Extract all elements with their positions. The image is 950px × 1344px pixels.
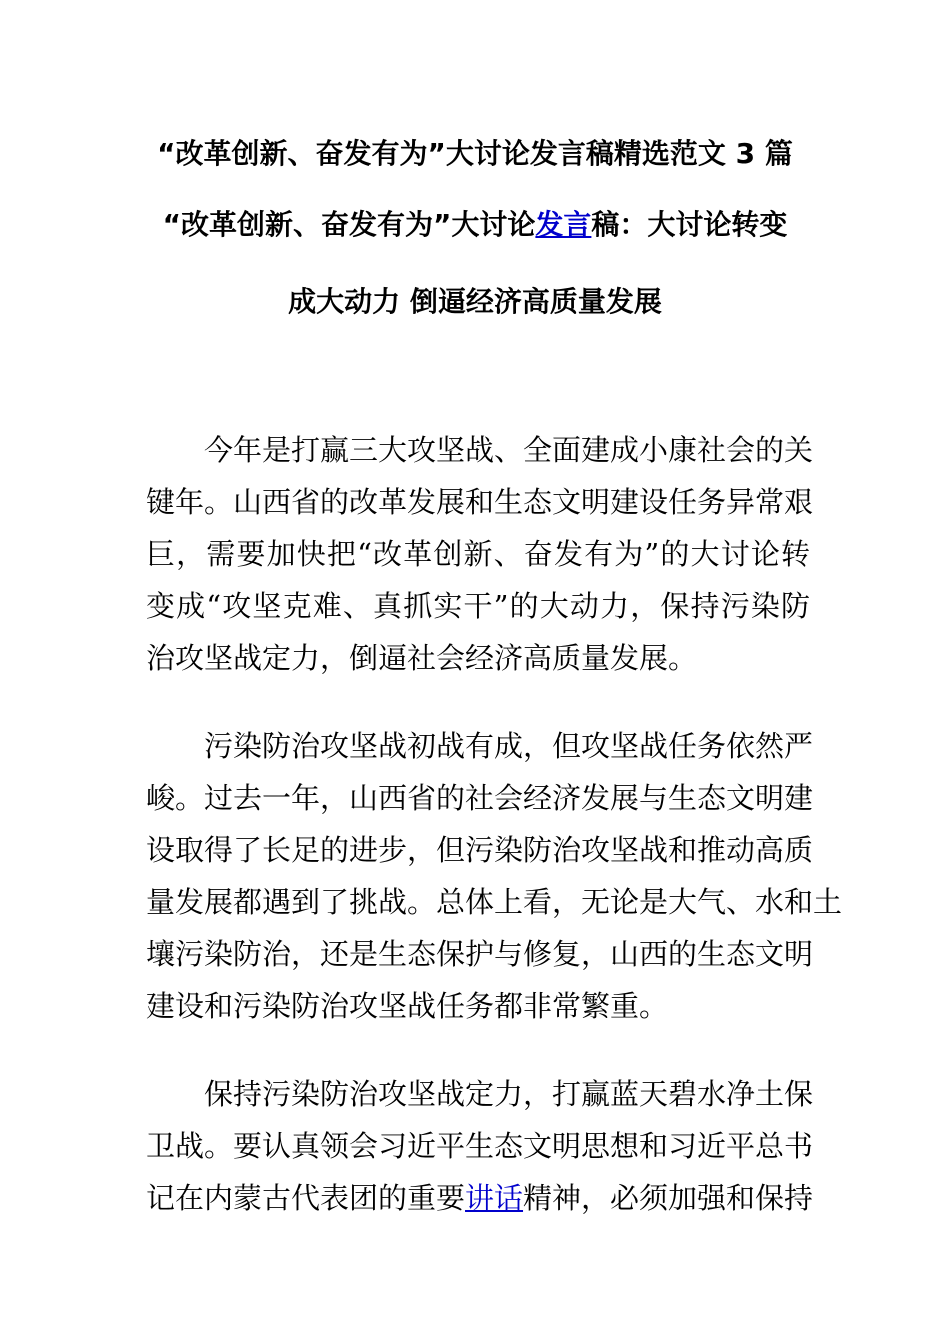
paragraph-link-speech[interactable]: 讲话 xyxy=(465,1181,524,1215)
paragraph-text-after-link: 精神，必须加强和保持 xyxy=(523,1181,814,1215)
paragraph-line: 污染防治攻坚战初战有成，但攻坚战任务依然严 xyxy=(204,729,814,763)
paragraph-line: 设取得了长足的进步，但污染防治攻坚战和推动高质 xyxy=(146,833,814,867)
paragraph-line: 壤污染防治，还是生态保护与修复，山西的生态文明 xyxy=(146,937,814,971)
paragraph-line: 键年。山西省的改革发展和生态文明建设任务异常艰 xyxy=(146,485,814,519)
paragraph-1 xyxy=(146,424,814,684)
subtitle-text-before: “改革创新、奋发有为”大讨论 xyxy=(162,208,536,241)
paragraph-line: 保持污染防治攻坚战定力，打赢蓝天碧水净土保 xyxy=(204,1077,814,1111)
paragraph-line: 卫战。要认真领会习近平生态文明思想和习近平总书 xyxy=(146,1129,814,1163)
paragraph-text-before-link: 记在内蒙古代表团的重要 xyxy=(146,1181,466,1215)
subtitle-link-speech[interactable]: 发言 xyxy=(535,208,592,241)
paragraph-line: 今年是打赢三大攻坚战、全面建成小康社会的关 xyxy=(204,433,814,467)
paragraph-line: 变成“攻坚克难、真抓实干”的大动力，保持污染防 xyxy=(146,589,810,623)
document-title: “改革创新、奋发有为”大讨论发言稿精选范文 3 篇 xyxy=(157,137,793,170)
paragraph-line: 治攻坚战定力，倒逼社会经济高质量发展。 xyxy=(146,641,698,675)
subtitle-text-after: 稿：大讨论转变 xyxy=(591,208,788,241)
paragraph-line: 量发展都遇到了挑战。总体上看，无论是大气、水和土 xyxy=(146,885,843,919)
subtitle-line-1 xyxy=(140,202,810,248)
paragraph-2 xyxy=(146,720,843,1032)
paragraph-3 xyxy=(146,1068,814,1224)
subtitle-line-2: 成大动力 倒逼经济高质量发展 xyxy=(288,285,662,318)
paragraph-line: 峻。过去一年，山西省的社会经济发展与生态文明建 xyxy=(146,781,814,815)
paragraph-line: 建设和污染防治攻坚战任务都非常繁重。 xyxy=(146,989,669,1023)
paragraph-line: 巨，需要加快把“改革创新、奋发有为”的大讨论转 xyxy=(146,537,810,571)
paragraph-line-with-link xyxy=(146,1172,814,1224)
